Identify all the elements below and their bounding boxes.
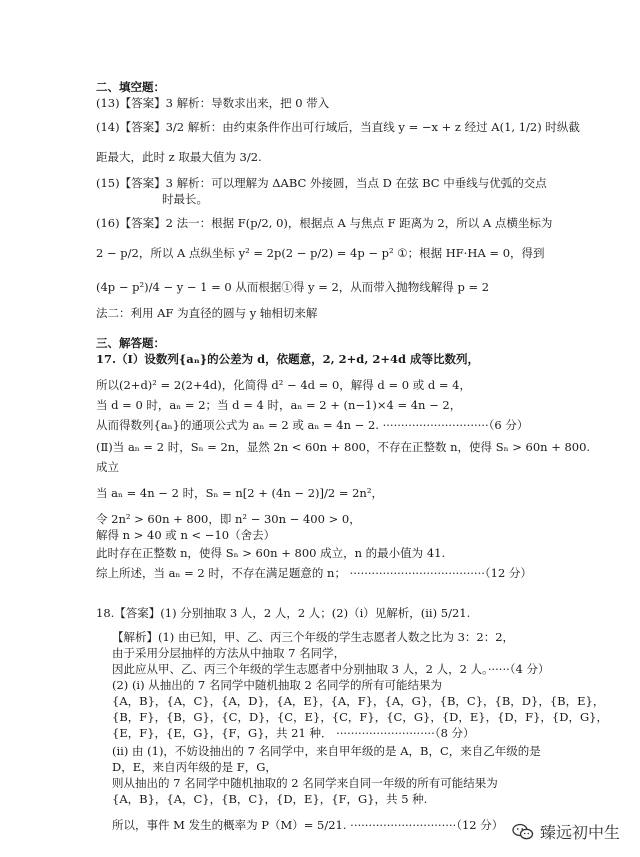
text-line: 令 2n² > 60n + 800，即 n² − 30n − 400 > 0， <box>96 512 361 526</box>
text-line: 【解析】(1) 由已知，甲、乙、丙三个年级的学生志愿者人数之比为 3：2：2， <box>112 630 515 644</box>
wechat-icon <box>512 823 534 841</box>
text-line: 17.（Ⅰ）设数列{aₙ}的公差为 d，依题意，2, 2+d, 2+4d 成等比数列， <box>96 352 480 366</box>
text-line: 由于采用分层抽样的方法从中抽取 7 名同学， <box>112 646 346 660</box>
text-line: 所以，事件 M 发生的概率为 P（M）= 5/21. ·····························（12 分） <box>112 818 504 832</box>
watermark-text: 臻远初中生 <box>539 823 620 842</box>
text-line: D，E，来自丙年级的是 F，G， <box>112 760 277 774</box>
text-line: 从而得数列{aₙ}的通项公式为 aₙ = 2 或 aₙ = 4n − 2. ·····························（6 分） <box>96 418 529 432</box>
text-line: (15)【答案】3 解析：可以理解为 ΔABC 外接圆，当点 D 在弦 BC 中垂线与优弧的交点 <box>96 176 547 190</box>
text-line: {A，B}，{A，C}，{A，D}，{A，E}，{A，F}，{A，G}，{B，C}，{B，D}，{B，E}， <box>112 694 605 708</box>
text-line: (14)【答案】3/2 解析：由约束条件作出可行域后，当直线 y = −x + z 经过 A(1, 1/2) 时纵截 <box>96 120 580 134</box>
text-line: 所以(2+d)² = 2(2+4d)，化简得 d² − 4d = 0，解得 d = 0 或 d = 4， <box>96 378 471 392</box>
text-line: 距最大，此时 z 取最大值为 3/2. <box>96 150 262 164</box>
watermark <box>512 820 620 843</box>
text-line: 当 d = 0 时，aₙ = 2；当 d = 4 时，aₙ = 2 + (n−1)×4 = 4n − 2， <box>96 398 462 412</box>
text-line: 18.【答案】(1) 分别抽取 3 人，2 人，2 人；(2)（i）见解析，(ii) 5/21. <box>96 606 471 620</box>
text-line: 二、填空题： <box>96 80 165 94</box>
text-line: 则从抽出的 7 名同学中随机抽取的 2 名同学来自同一年级的所有可能结果为 <box>112 776 498 790</box>
text-line: 2 − p/2，所以 A 点纵坐标 y² = 2p(2 − p/2) = 4p − p² ①；根据 HF·HA = 0，得到 <box>96 246 545 260</box>
text-line: 因此应从甲、乙、丙三个年级的学生志愿者中分别抽取 3 人，2 人，2 人。······（4 分） <box>112 662 550 676</box>
text-line: 解得 n > 40 或 n < −10（舍去） <box>96 528 276 542</box>
text-line: 当 aₙ = 4n − 2 时，Sₙ = n[2 + (4n − 2)]/2 = 2n²， <box>96 486 383 500</box>
text-line: 时最长。 <box>162 192 208 206</box>
text-line: 此时存在正整数 n，使得 Sₙ > 60n + 800 成立，n 的最小值为 41. <box>96 546 446 560</box>
text-line: (2) (i) 从抽出的 7 名同学中随机抽取 2 名同学的所有可能结果为 <box>112 678 443 692</box>
text-line: 成立 <box>96 460 119 474</box>
text-line: (Ⅱ)当 aₙ = 2 时，Sₙ = 2n，显然 2n < 60n + 800，不存在正整数 n，使得 Sₙ > 60n + 800. <box>96 440 591 454</box>
text-line: (13)【答案】3 解析：导数求出来，把 0 带入 <box>96 96 330 110</box>
text-line: 法二：利用 AF 为直径的圆与 y 轴相切来解 <box>96 306 318 320</box>
text-line: 综上所述，当 aₙ = 2 时，不存在满足题意的 n； ·····································（12 分） <box>96 566 532 580</box>
text-line: {E，F}，{E，G}，{F，G}，共 21 种． ···························（8 分） <box>112 726 475 740</box>
text-line: {A，B}，{A，C}，{B，C}，{D，E}，{F，G}，共 5 种. <box>112 792 428 806</box>
text-line: {B，F}，{B，G}，{C，D}，{C，E}，{C，F}，{C，G}，{D，E}，{D，F}，{D，G}， <box>112 710 608 724</box>
text-line: (16)【答案】2 法一：根据 F(p/2, 0)，根据点 A 与焦点 F 距离为 2，所以 A 点横坐标为 <box>96 216 553 230</box>
text-line: (4p − p²)/4 − y − 1 = 0 从而根据①得 y = 2，从而带入抛物线解得 p = 2 <box>96 280 490 294</box>
text-line: (ii) 由 (1)，不妨设抽出的 7 名同学中，来自甲年级的是 A，B，C，来自乙年级的是 <box>112 744 541 758</box>
text-line: 三、解答题： <box>96 336 165 350</box>
